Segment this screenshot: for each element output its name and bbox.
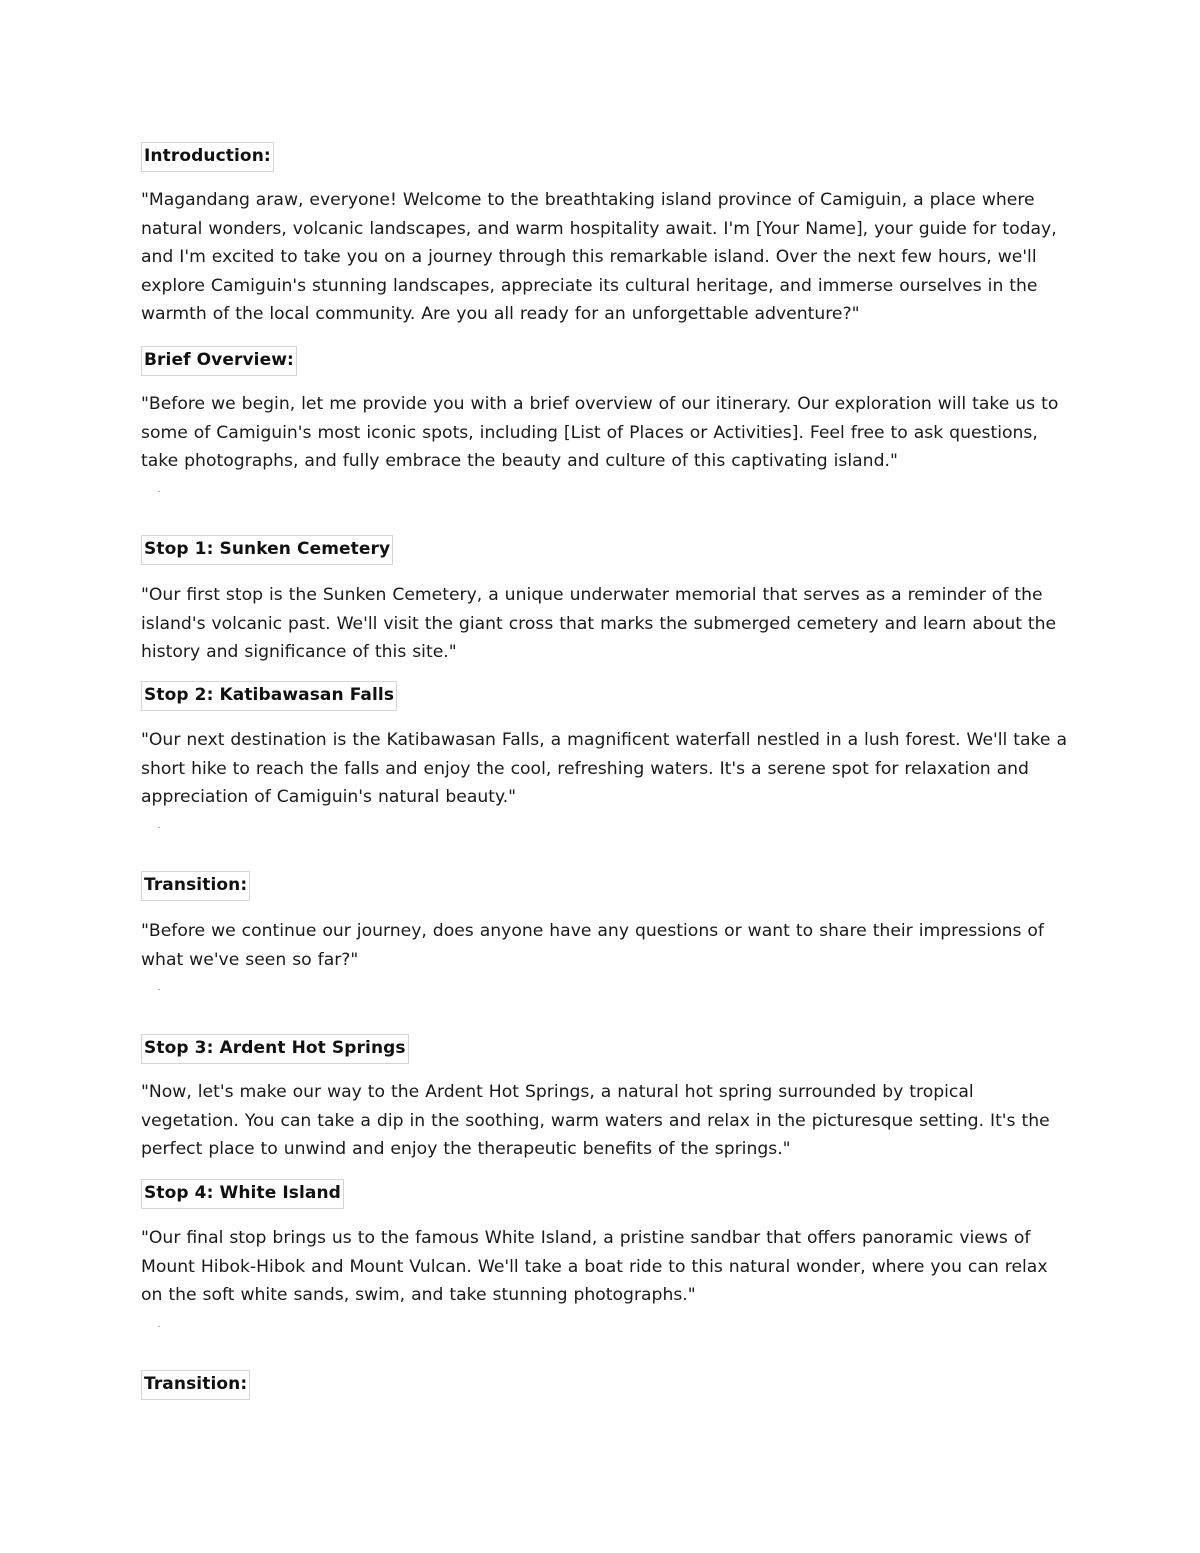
section-heading-stop-4: Stop 4: White Island [141,1179,344,1209]
section-heading-brief-overview: Brief Overview: [141,346,297,376]
section-heading-introduction: Introduction: [141,142,274,172]
section-text-stop-4: "Our final stop brings us to the famous White Island, a pristine sandbar that offers panoramic views of Mount Hibok-Hibok and Mount Vulcan. We'll take a boat ride to this natural wonder, where you can relax on the soft white sands, swim, and take stunning photographs." [141,1228,1048,1305]
section-text-stop-2: "Our next destination is the Katibawasan Falls, a magnificent waterfall nestled in a lush forest. We'll take a short hike to reach the falls and enjoy the cool, refreshing waters. It's a serene spot for relaxation and appreciation of Camiguin's natural beauty." [141,730,1067,807]
section-heading-transition-1: Transition: [141,871,250,901]
paragraph-mark [158,989,160,990]
section-text-stop-3: "Now, let's make our way to the Ardent Hot Springs, a natural hot spring surrounded by tropical vegetation. You can take a dip in the soothing, warm waters and relax in the picturesque setting. It's the perfect place to unwind and enjoy the therapeutic benefits of the springs." [141,1082,1050,1159]
paragraph-mark [158,827,160,828]
section-text-introduction: "Magandang araw, everyone! Welcome to the breathtaking island province of Camiguin, a place where natural wonders, volcanic landscapes, and warm hospitality await. I'm [Your Name], your guide for today, and I'm excited to take you on a journey through this remarkable island. Over the next few hours, we'll explore Camiguin's stunning landscapes, appreciate its cultural heritage, and immerse ourselves in the warmth of the local community. Are you all ready for an unforgettable adventure?" [141,190,1057,324]
section-text-transition-1: "Before we continue our journey, does anyone have any questions or want to share their impressions of what we've seen so far?" [141,921,1044,970]
paragraph-mark [158,491,160,492]
section-heading-stop-2: Stop 2: Katibawasan Falls [141,681,397,711]
section-heading-stop-1: Stop 1: Sunken Cemetery [141,535,393,565]
section-text-stop-1: "Our first stop is the Sunken Cemetery, a unique underwater memorial that serves as a reminder of the island's volcanic past. We'll visit the giant cross that marks the submerged cemetery and learn about the history and significance of this site." [141,585,1057,662]
paragraph-mark [158,1326,160,1327]
section-heading-stop-3: Stop 3: Ardent Hot Springs [141,1034,409,1064]
section-text-brief-overview: "Before we begin, let me provide you with a brief overview of our itinerary. Our exploration will take us to some of Camiguin's most iconic spots, including [List of Places or Activities]. Feel free to ask questions, take photographs, and fully embrace the beauty and culture of this captivating island." [141,394,1059,471]
section-heading-transition-2: Transition: [141,1370,250,1400]
